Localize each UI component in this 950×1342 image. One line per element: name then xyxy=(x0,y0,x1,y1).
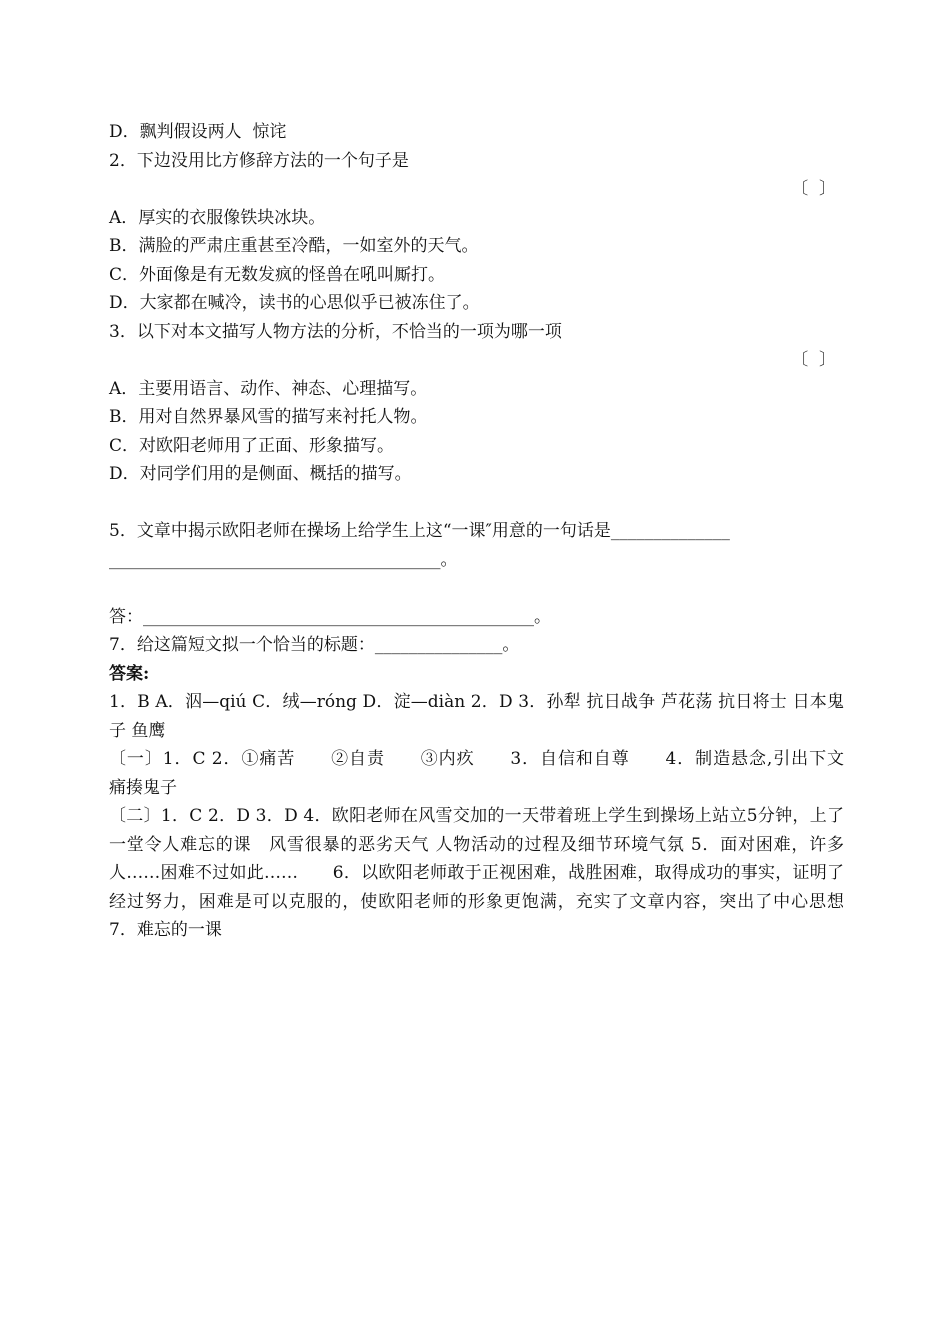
answer-section-3: 〔二〕1．C 2．D 3．D 4．欧阳老师在风雪交加的一天带着班上学生到操场上站立5分钟，上了一堂令人难忘的课 风雪很暴的恶劣天气 人物活动的过程及细节环境气氛 5．面对困难，许多人……困难不过如此…… 6．以欧阳老师敢于正视困难，战胜困难，取得成功的事实，证明了经过努力，困难是可以克服的，使欧阳老师的形象更饱满，充实了文章内容，突出了中心思想 7．难忘的一课 xyxy=(109,806,878,940)
document-page xyxy=(109,118,878,945)
option-a-q2: A．厚实的衣服像铁块冰块。 xyxy=(109,207,326,228)
option-d-q3: D．对同学们用的是侧面、概括的描写。 xyxy=(109,464,412,484)
spacer xyxy=(109,489,844,518)
option-b-q2: B．满脸的严肃庄重甚至冷酷，一如室外的天气。 xyxy=(109,236,479,256)
answer-section-2: 〔一〕1．C 2．①痛苦 ②自责 ③内疚 3．自信和自尊 4．制造悬念,引出下文 痛揍鬼子 xyxy=(109,749,878,798)
option-c-q2: C．外面像是有无数发疯的怪兽在吼叫厮打。 xyxy=(109,264,446,285)
spacer xyxy=(109,574,844,603)
answer-section-1: 1．B A．泅—qiú C．绒—róng D．淀—diàn 2．D 3．孙犁 抗日战争 芦花荡 抗日将士 日本鬼子 鱼鹰 xyxy=(109,692,844,741)
answer-blank-line: 答：______________________________________________。 xyxy=(109,606,551,627)
option-a-q3: A．主要用语言、动作、神态、心理描写。 xyxy=(109,378,428,399)
option-d-q1: D．飘判假设两人 惊诧 xyxy=(109,122,287,142)
answer-bracket-q3: 〔 〕 xyxy=(791,350,836,370)
option-d-q2: D．大家都在喊冷，读书的心思似乎已被冻住了。 xyxy=(109,293,480,313)
question-5-blank: _______________________________________。 xyxy=(109,549,458,570)
question-5: 5．文章中揭示欧阳老师在操场上给学生上这“一课″用意的一句话是______________ xyxy=(109,521,730,541)
option-c-q3: C．对欧阳老师用了正面、形象描写。 xyxy=(109,435,395,456)
answer-heading: 答案: xyxy=(109,663,150,684)
answer-bracket-q2: 〔 〕 xyxy=(791,179,836,199)
question-2: 2．下边没用比方修辞方法的一个句子是 xyxy=(109,150,409,171)
question-7: 7．给这篇短文拟一个恰当的标题：_______________。 xyxy=(109,635,520,655)
option-b-q3: B．用对自然界暴风雪的描写来衬托人物。 xyxy=(109,407,428,427)
question-3: 3．以下对本文描写人物方法的分析，不恰当的一项为哪一项 xyxy=(109,321,562,342)
